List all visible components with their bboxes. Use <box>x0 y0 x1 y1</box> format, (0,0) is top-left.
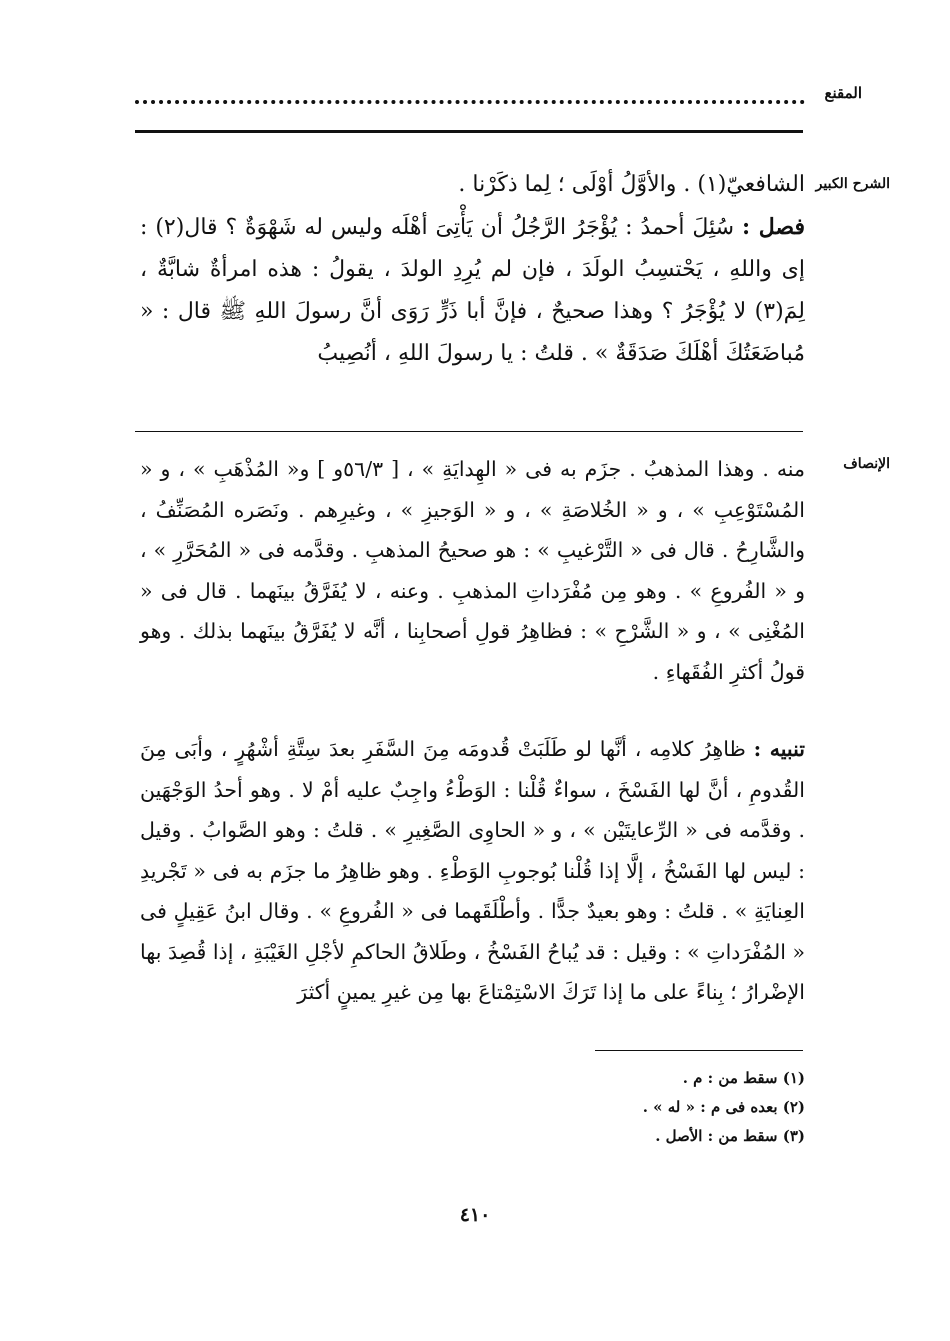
footnote-2: (٢) بعده فى م : « له » . <box>642 1098 805 1116</box>
sharh-paragraph-2-text: سُئِلَ أحمدُ : يُؤْجَرُ الرَّجُلُ أن يَأْتِىَ أهْلَه وليس له شَهْوَةٌ ؟ قال(٢) : إى واللهِ ، يَحْتسِبُ الولَدَ ، فإن لم يُرِدِ الولدَ ، يقولُ : هذه امرأةٌ شابَّةٌ ، لِمَ(٣) لا يُؤْجَرُ ؟ وهذا صحيحٌ ، فإنَّ أبا ذَرٍّ رَوَى أنَّ رسولَ اللهِ ﷺ قال : « مُباضَعَتُكَ أهْلَكَ صَدَقَةٌ » . قلتُ : يا رسولَ اللهِ ، أنُصِيبُ <box>140 215 805 366</box>
insaf-paragraph-2-text: ظاهِرُ كلامِه ، أنَّها لو طَلَبَتْ قُدومَه مِنَ السَّفَرِ بعدَ سِتَّةِ أشْهُرٍ ، وأبَى مِنَ القُدومِ ، أنَّ لها الفَسْخَ ، سواءٌ قُلْنا : الوَطْءُ واجِبٌ عليه أمْ لا . وهو أحدُ الوَجْهَين . وقدَّمه فى « الرِّعايتَيْن » ، و « الحاوِى الصَّغِيرِ » . قلتُ : وهو الصَّوابُ . وقيل : ليس لها الفَسْخُ ، إلَّا إذا قُلْنا بُوجوبِ الوَطْءِ . وهو ظاهِرُ ما جزَم به فى « تَجْريدِ العِنايَةِ » . قلتُ : وهو بعيدٌ جدًّا . وأطْلَقَهما فى « الفُروعِ » . وقال ابنُ عَقِيلٍ فى « المُفْرَداتِ » : وقيل : قد يُباحُ الفَسْخُ ، وطَلاقُ الحاكمِ لأجْلِ الغَيْبَةِ ، إذا قُصِدَ بها الإضْرارُ ؛ بِناءً على ما إذا تَرَكَ الاسْتِمْتاعَ بها مِن غيرِ يمينٍ أكثرَ <box>140 737 805 1004</box>
section-label-insaf: الإنصاف <box>843 456 890 472</box>
section-label-sharh: الشرح الكبير <box>815 176 890 192</box>
section-divider <box>135 431 803 432</box>
insaf-text-2 <box>140 729 805 1013</box>
sharh-paragraph-2 <box>140 206 805 375</box>
insaf-text <box>140 449 805 692</box>
running-header: المقنع <box>824 84 862 102</box>
insaf-paragraph-1: منه . وهذا المذهبُ . جزَم به فى « الهِدايَةِ » ، [ ٥٦/٣و ] و« المُذْهَبِ » ، و « المُسْتَوْعِبِ » ، و « الخُلاصَةِ » ، و « الوَجيزِ » ، وغيرِهم . ونَصَره المُصَنِّفُ ، والشَّارِحُ . قال فى « التَّرْغيبِ » : هو صحيحُ المذهبِ . وقدَّمه فى « المُحَرَّرِ » ، و « الفُروعِ » . وهو مِن مُفْرَداتِ المذهبِ . وعنه ، لا يُفَرَّقُ بينَهما . قال فى « المُغْنِى » ، و « الشَّرْحِ » : فظاهِرُ قولِ أصحابِنا ، أنَّه لا يُفَرَّقُ بينَهما بذلك . وهو قولُ أكثرِ الفُقَهاءِ . <box>140 457 805 684</box>
footnote-3: (٣) سقط من : الأصل . <box>655 1127 805 1145</box>
insaf-paragraph-2 <box>140 729 805 1013</box>
page-number: ٤١٠ <box>459 1204 491 1226</box>
footnotes <box>405 1064 805 1151</box>
header-rule <box>135 130 803 133</box>
sharh-text <box>140 164 805 375</box>
dotted-divider <box>135 100 805 104</box>
fasl-heading: فصل : <box>742 214 805 240</box>
sharh-paragraph-1: الشافعيّ(١) . والأوَّلُ أوْلَى ؛ لِما ذكَرْنا . <box>458 172 805 197</box>
footnote-rule <box>595 1050 803 1051</box>
footnote-1: (١) سقط من : م . <box>682 1069 805 1087</box>
tanbih-heading: تنبيه : <box>753 737 805 761</box>
